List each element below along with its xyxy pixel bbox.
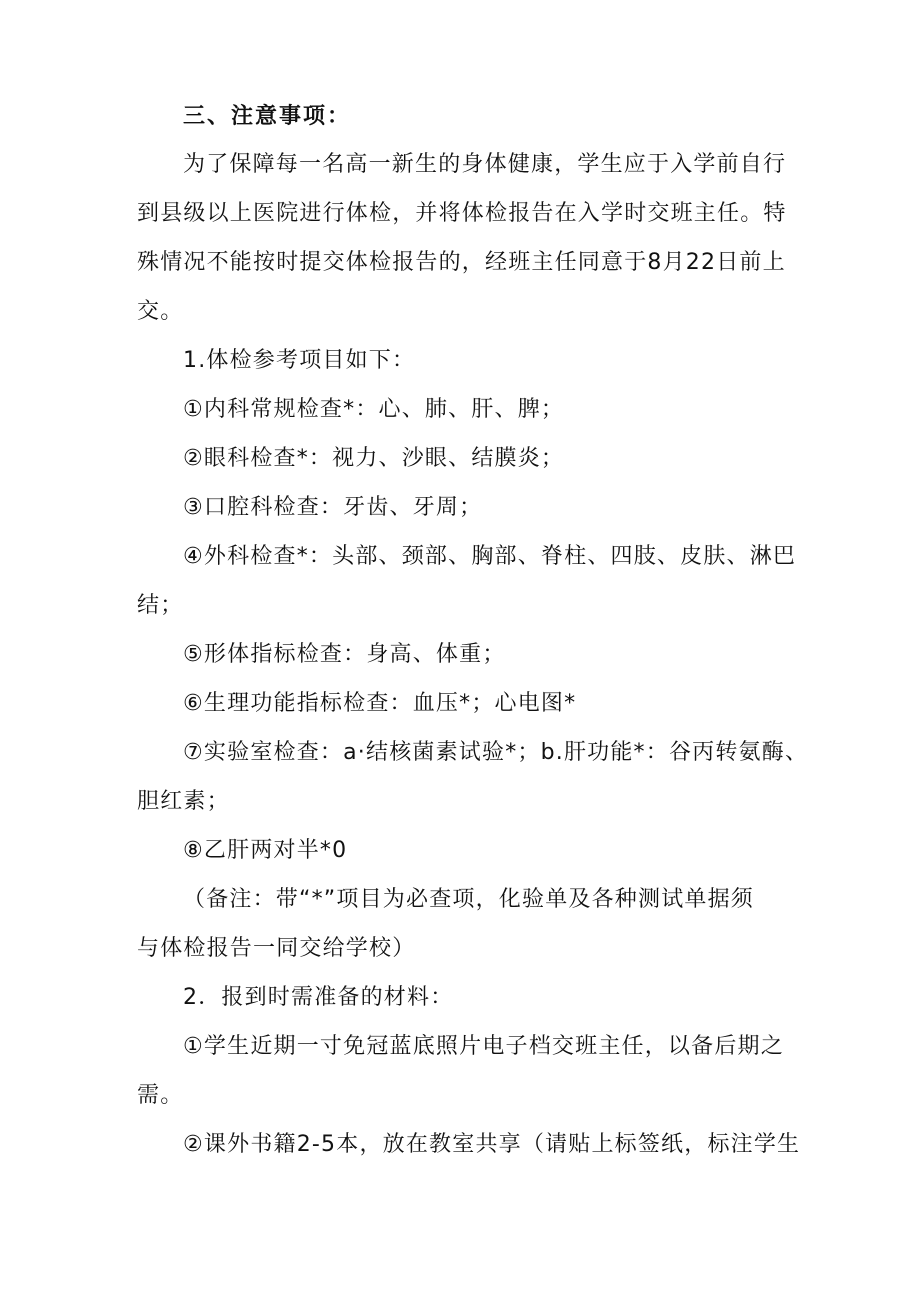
note-line-2: 与体检报告一同交给学校） [137, 936, 416, 961]
intro-line-3: 殊情况不能按时提交体检报告的，经班主任同意于8月22日前上 [137, 250, 786, 275]
exam-item-lab: ⑦实验室检查：a·结核菌素试验*；b.肝功能*：谷丙转氨酶、 [183, 740, 809, 765]
note-line-1: （备注：带“*”项目为必查项，化验单及各种测试单据须 [183, 887, 754, 912]
exam-item-physiology: ⑥生理功能指标检查：血压*；心电图* [183, 691, 577, 716]
exam-item-internal: ①内科常规检查*：心、肺、肝、脾； [183, 397, 565, 422]
exam-item-hepatitis: ⑧乙肝两对半*0 [183, 838, 348, 863]
intro-line-2: 到县级以上医院进行体检，并将体检报告在入学时交班主任。特 [137, 201, 787, 226]
intro-line-4: 交。 [137, 299, 184, 324]
exam-item-body: ⑤形体指标检查：身高、体重； [183, 642, 506, 667]
exam-item-surgical: ④外科检查*：头部、颈部、胸部、脊柱、四肢、皮肤、淋巴 [183, 544, 797, 569]
section1-title: 1.体检参考项目如下： [183, 348, 416, 373]
exam-item-surgical-cont: 结； [137, 593, 184, 618]
intro-line-1: 为了保障每一名高一新生的身体健康，学生应于入学前自行 [183, 152, 787, 177]
exam-item-dental: ③口腔科检查：牙齿、牙周； [183, 495, 483, 520]
exam-item-eye: ②眼科检查*：视力、沙眼、结膜炎； [183, 446, 565, 471]
exam-item-lab-cont: 胆红素； [137, 789, 230, 814]
material-item-photo: ①学生近期一寸免冠蓝底照片电子档交班主任，以备后期之 [183, 1034, 784, 1059]
section2-title: 2．报到时需准备的材料： [183, 985, 454, 1010]
material-item-photo-cont: 需。 [137, 1083, 184, 1108]
section-heading: 三、注意事项： [183, 104, 352, 129]
material-item-books: ②课外书籍2-5本，放在教室共享（请贴上标签纸，标注学生 [183, 1132, 801, 1157]
